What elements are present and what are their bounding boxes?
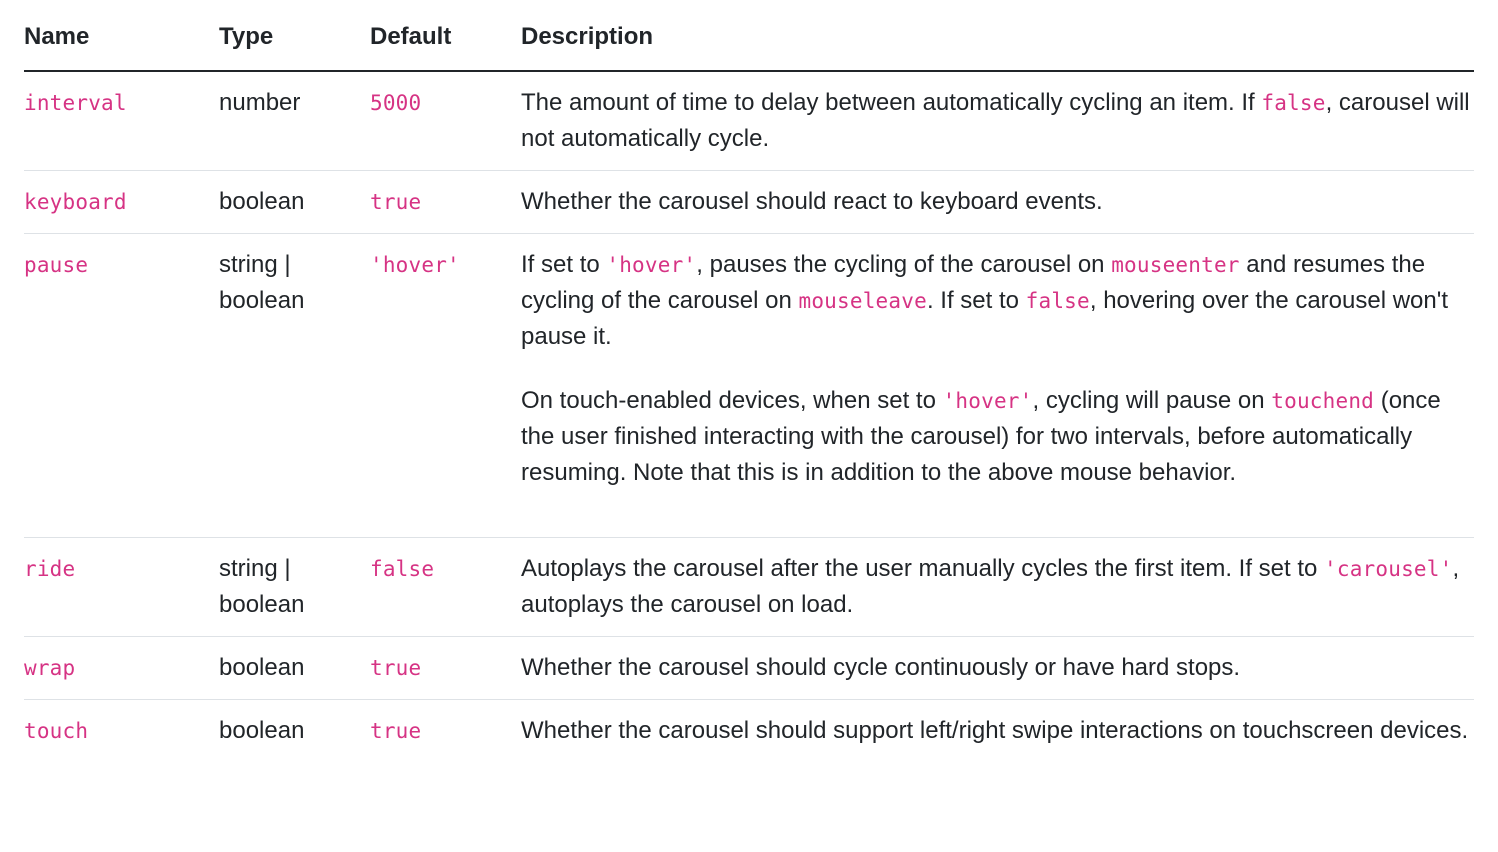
option-name: pause bbox=[24, 253, 89, 277]
table-row-pause bbox=[24, 234, 1474, 538]
option-type: string | boolean bbox=[219, 538, 370, 637]
description-paragraph bbox=[521, 713, 1474, 749]
option-description-cell bbox=[521, 637, 1474, 700]
option-type: boolean bbox=[219, 637, 370, 700]
table-row-ride bbox=[24, 538, 1474, 637]
option-name-cell bbox=[24, 71, 219, 171]
description-paragraph bbox=[521, 383, 1474, 491]
inline-code: 'carousel' bbox=[1324, 557, 1453, 581]
option-description bbox=[521, 85, 1474, 157]
option-description bbox=[521, 650, 1474, 686]
option-type: string | boolean bbox=[219, 234, 370, 538]
option-type: number bbox=[219, 71, 370, 171]
header-description: Description bbox=[521, 0, 1474, 71]
option-default-cell bbox=[370, 71, 521, 171]
option-description-cell bbox=[521, 234, 1474, 538]
table-header bbox=[24, 0, 1474, 71]
inline-code: 'hover' bbox=[942, 389, 1033, 413]
description-text: Whether the carousel should cycle continuously or have hard stops. bbox=[521, 654, 1241, 681]
description-text: , cycling will pause on bbox=[1032, 387, 1272, 414]
description-text: and resumes the cycling of the carousel on bbox=[521, 251, 1426, 314]
inline-code: touchend bbox=[1271, 389, 1375, 413]
description-text: . If set to bbox=[926, 287, 1026, 314]
option-default: false bbox=[370, 557, 435, 581]
table-row-wrap bbox=[24, 637, 1474, 700]
option-default-cell bbox=[370, 234, 521, 538]
inline-code: 'hover' bbox=[606, 253, 697, 277]
option-name-cell bbox=[24, 700, 219, 763]
options-table bbox=[24, 0, 1474, 762]
description-text: , autoplays the carousel on load. bbox=[521, 555, 1460, 618]
description-text: Whether the carousel should react to keyboard events. bbox=[521, 188, 1103, 215]
option-default-cell bbox=[370, 538, 521, 637]
option-name: touch bbox=[24, 719, 89, 743]
description-text: , pauses the cycling of the carousel on bbox=[696, 251, 1112, 278]
description-text: The amount of time to delay between automatically cycling an item. If bbox=[521, 89, 1262, 116]
option-name-cell bbox=[24, 538, 219, 637]
inline-code: mouseenter bbox=[1111, 253, 1240, 277]
description-paragraph bbox=[521, 551, 1474, 623]
option-default: 'hover' bbox=[370, 253, 460, 277]
option-name-cell bbox=[24, 171, 219, 234]
option-type: boolean bbox=[219, 717, 305, 744]
option-name: ride bbox=[24, 557, 76, 581]
description-paragraph bbox=[521, 184, 1474, 220]
option-default: true bbox=[370, 190, 422, 214]
option-default: true bbox=[370, 656, 422, 680]
option-default: true bbox=[370, 719, 422, 743]
option-name-cell bbox=[24, 234, 219, 538]
option-description bbox=[521, 551, 1474, 623]
option-description-cell bbox=[521, 700, 1474, 763]
description-text: On touch-enabled devices, when set to bbox=[521, 387, 943, 414]
description-text: (once the user finished interacting with the carousel) for two intervals, before automatically resuming. Note that this is in addition to the above mouse behavior. bbox=[521, 387, 1441, 486]
option-type: boolean bbox=[219, 171, 370, 234]
description-paragraph bbox=[521, 85, 1474, 157]
table-row-interval bbox=[24, 71, 1474, 171]
table-row-touch bbox=[24, 700, 1474, 763]
description-text: , hovering over the carousel won't pause it. bbox=[521, 287, 1448, 350]
header-type: Type bbox=[219, 0, 370, 71]
options-table-container bbox=[24, 0, 1474, 762]
header-default: Default bbox=[370, 0, 521, 71]
option-name-cell bbox=[24, 637, 219, 700]
option-description bbox=[521, 713, 1474, 749]
description-text: Autoplays the carousel after the user manually cycles the first item. If set to bbox=[521, 555, 1325, 582]
option-description-cell bbox=[521, 538, 1474, 637]
option-name: keyboard bbox=[24, 190, 127, 214]
description-text: If set to bbox=[521, 251, 607, 278]
option-default-cell bbox=[370, 700, 521, 763]
table-body bbox=[24, 71, 1474, 762]
option-description bbox=[521, 247, 1474, 491]
header-name: Name bbox=[24, 0, 219, 71]
description-text: Whether the carousel should support left/right swipe interactions on touchscreen devices. bbox=[521, 717, 1469, 744]
description-paragraph bbox=[521, 247, 1474, 355]
option-name: wrap bbox=[24, 656, 76, 680]
option-description bbox=[521, 184, 1474, 220]
description-text: , carousel will not automatically cycle. bbox=[521, 89, 1470, 152]
option-description-cell bbox=[521, 71, 1474, 171]
option-description-cell bbox=[521, 171, 1474, 234]
inline-code: false bbox=[1025, 289, 1090, 313]
option-name: interval bbox=[24, 91, 127, 115]
option-default: 5000 bbox=[370, 91, 422, 115]
inline-code: false bbox=[1261, 91, 1326, 115]
table-row-keyboard bbox=[24, 171, 1474, 234]
header-row bbox=[24, 0, 1474, 71]
inline-code: mouseleave bbox=[798, 289, 927, 313]
description-paragraph bbox=[521, 650, 1474, 686]
option-default-cell bbox=[370, 637, 521, 700]
option-default-cell bbox=[370, 171, 521, 234]
